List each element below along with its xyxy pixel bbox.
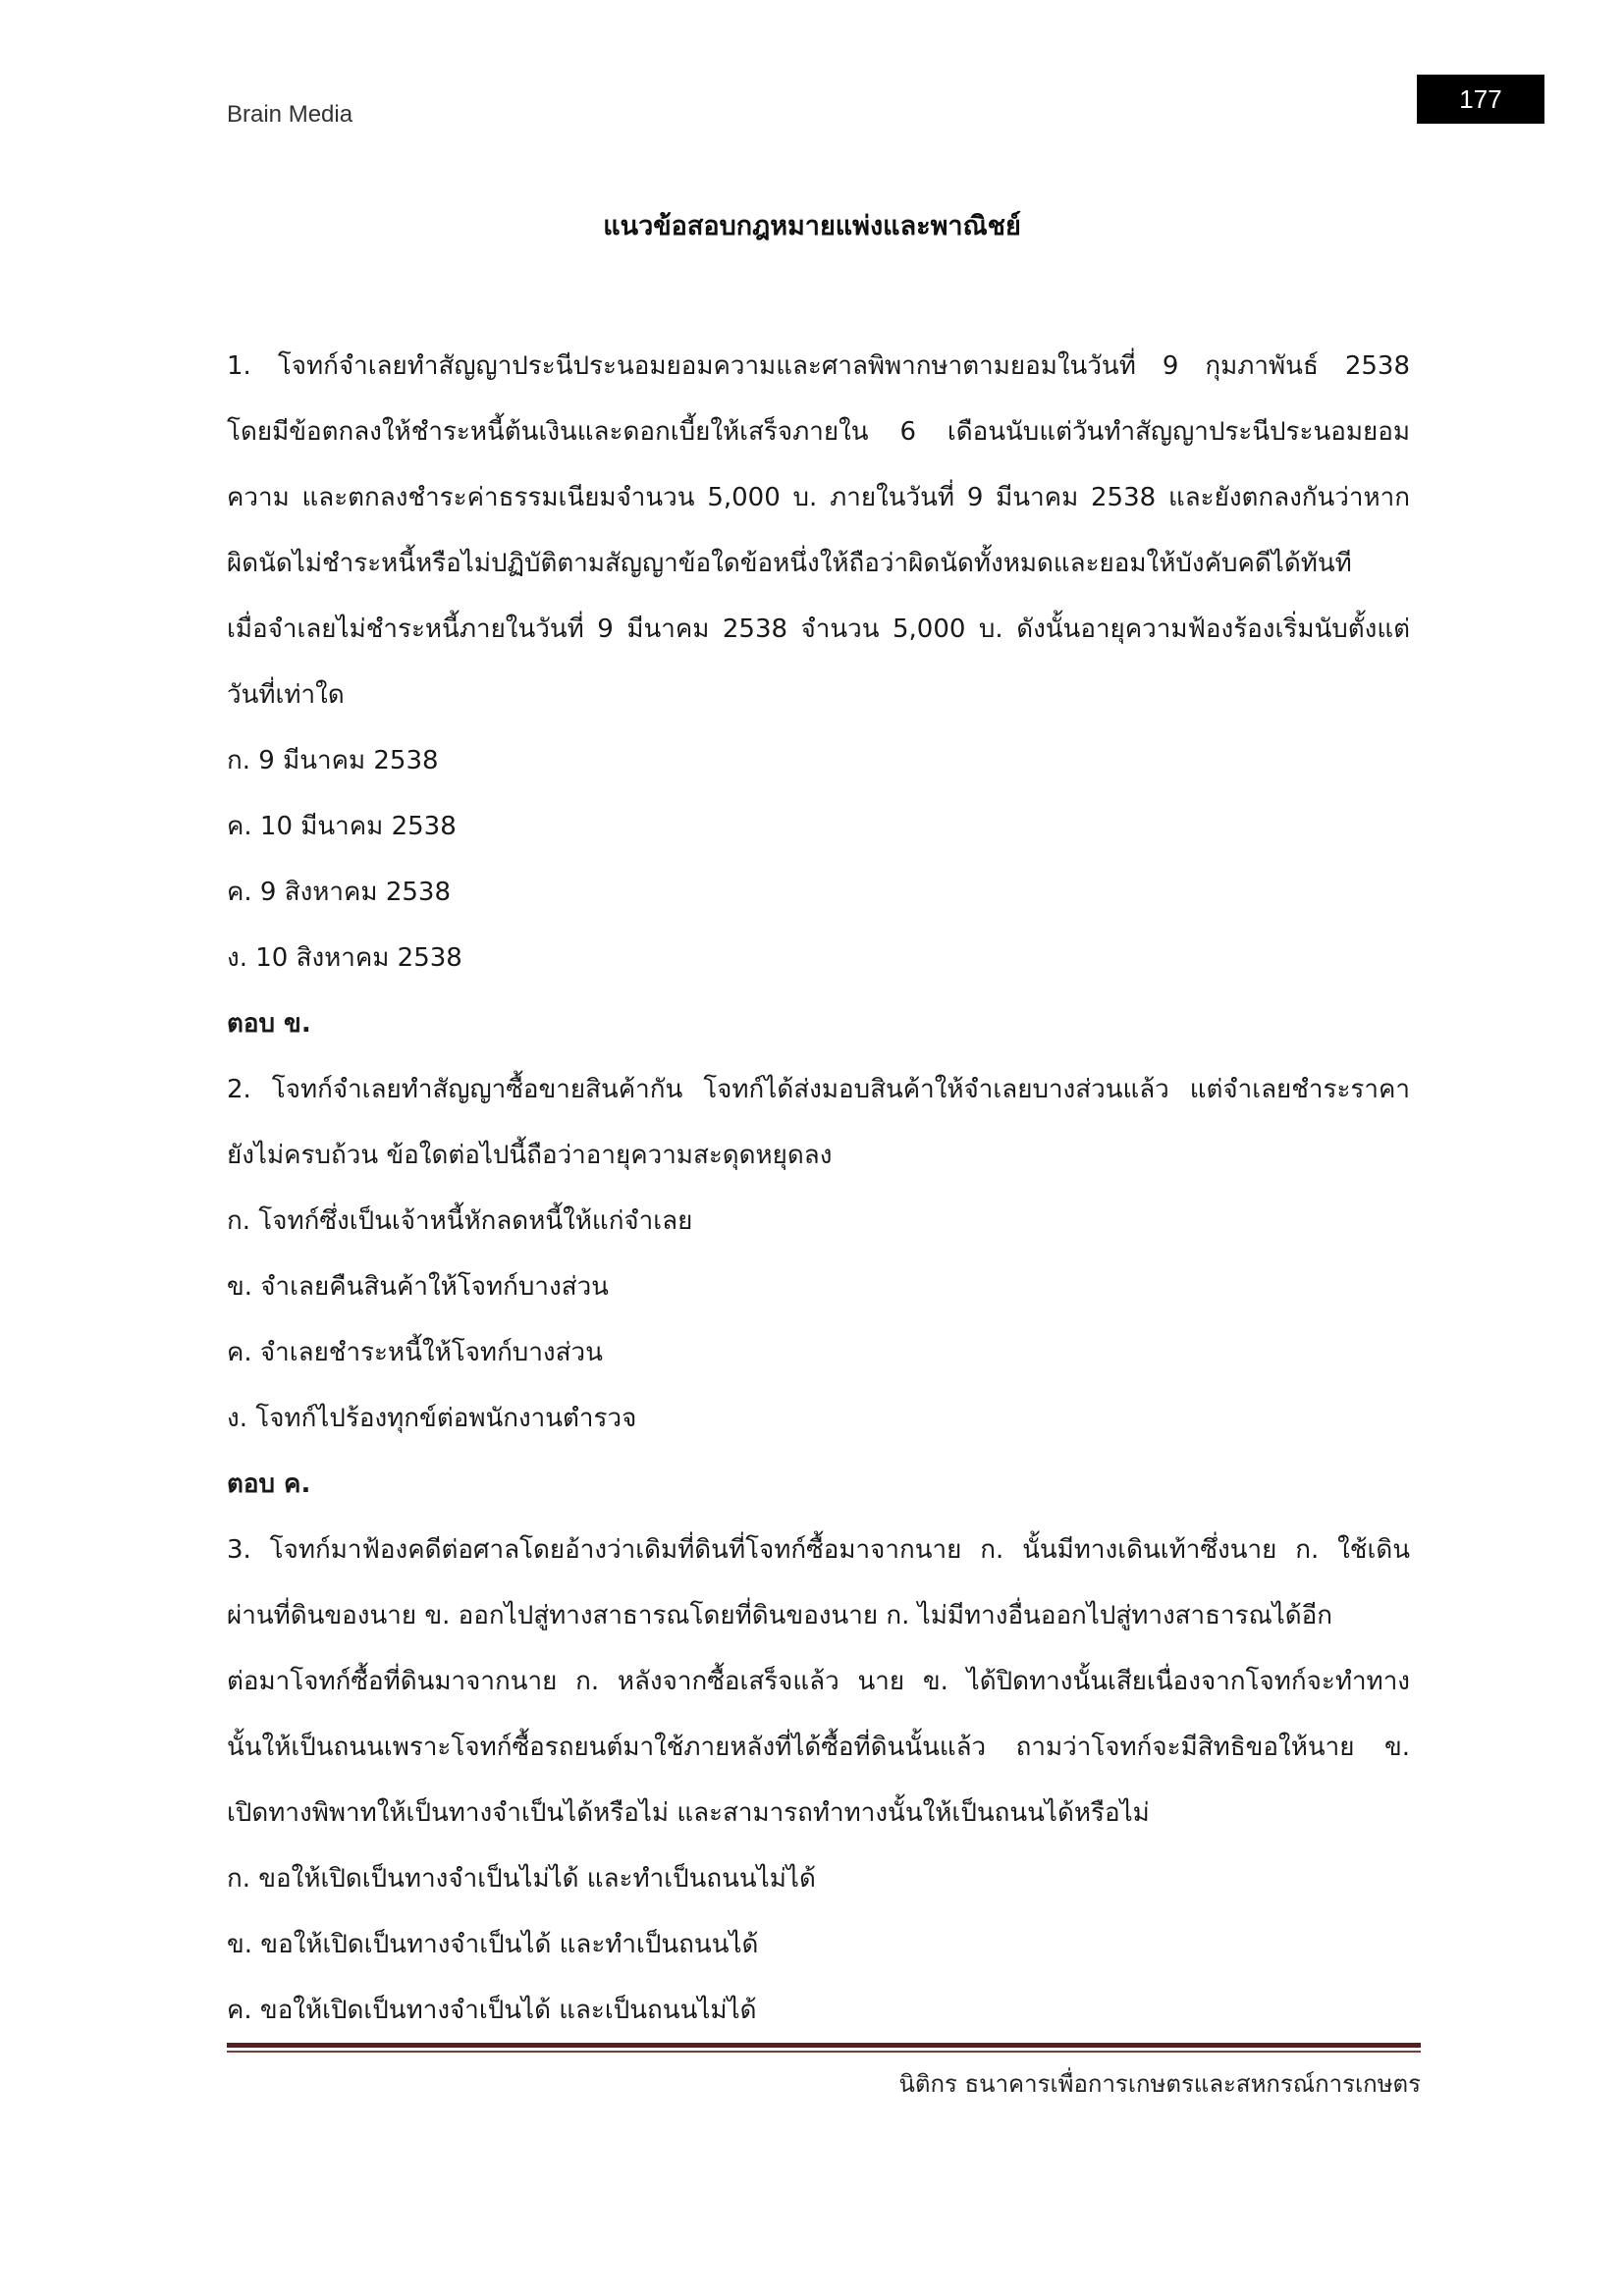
question-3 bbox=[227, 1518, 1410, 2044]
question-line: 1. โจทก์จำเลยทำสัญญาประนีประนอมยอมความและศาลพิพากษาตามยอมในวันที่ 9 กุมภาพันธ์ 2538 bbox=[227, 351, 1410, 381]
footer-rule-thick bbox=[227, 2043, 1421, 2048]
page-number-badge: 177 bbox=[1417, 75, 1544, 124]
question-line: 3. โจทก์มาฟ้องคดีต่อศาลโดยอ้างว่าเดิมที่ดินที่โจทก์ซื้อมาจากนาย ก. นั้นมีทางเดินเท้าซึ่งนาย ก. ใช้เดิน bbox=[227, 1535, 1410, 1565]
answer-key: ตอบ ข. bbox=[227, 1009, 311, 1039]
question-line: นั้นให้เป็นถนนเพราะโจทก์ซื้อรถยนต์มาใช้ภายหลังที่ได้ซื้อที่ดินนั้นแล้ว ถามว่าโจทก์จะมีสิทธิขอให้นาย ข. bbox=[227, 1733, 1410, 1762]
question-line: เปิดทางพิพาทให้เป็นทางจำเป็นได้หรือไม่ และสามารถทำทางนั้นให้เป็นถนนได้หรือไม่ bbox=[227, 1798, 1150, 1828]
document-body bbox=[227, 334, 1410, 2044]
brand-label: Brain Media bbox=[227, 101, 353, 128]
answer-option: ข. จำเลยคืนสินค้าให้โจทก์บางส่วน bbox=[227, 1272, 609, 1302]
answer-option: ข. ขอให้เปิดเป็นทางจำเป็นได้ และทำเป็นถนนได้ bbox=[227, 1930, 759, 1959]
answer-option: ค. ขอให้เปิดเป็นทางจำเป็นได้ และเป็นถนนไม่ได้ bbox=[227, 1996, 757, 2025]
answer-option: ก. 9 มีนาคม 2538 bbox=[227, 746, 439, 775]
question-line: ผ่านที่ดินของนาย ข. ออกไปสู่ทางสาธารณโดยที่ดินของนาย ก. ไม่มีทางอื่นออกไปสู่ทางสาธารณได้อีก bbox=[227, 1601, 1333, 1630]
answer-option: ก. โจทก์ซึ่งเป็นเจ้าหนี้หักลดหนี้ให้แก่จำเลย bbox=[227, 1206, 693, 1236]
answer-key: ตอบ ค. bbox=[227, 1469, 311, 1499]
answer-option: ก. ขอให้เปิดเป็นทางจำเป็นไม่ได้ และทำเป็นถนนไม่ได้ bbox=[227, 1864, 816, 1894]
page-title: แนวข้อสอบกฎหมายแพ่งและพาณิชย์ bbox=[603, 211, 1021, 241]
question-line: วันที่เท่าใด bbox=[227, 680, 345, 710]
footer-text: นิติกร ธนาคารเพื่อการเกษตรและสหกรณ์การเกษตร bbox=[898, 2070, 1421, 2098]
question-line: 2. โจทก์จำเลยทำสัญญาซื้อขายสินค้ากัน โจทก์ได้ส่งมอบสินค้าให้จำเลยบางส่วนแล้ว แต่จำเลยชำระราคา bbox=[227, 1075, 1410, 1104]
answer-option: ค. 10 มีนาคม 2538 bbox=[227, 812, 457, 841]
question-line: ผิดนัดไม่ชำระหนี้หรือไม่ปฏิบัติตามสัญญาข้อใดข้อหนึ่งให้ถือว่าผิดนัดทั้งหมดและยอมให้บังคับคดีได้ทันที bbox=[227, 549, 1352, 578]
footer-rule-thin bbox=[227, 2051, 1421, 2053]
question-line: เมื่อจำเลยไม่ชำระหนี้ภายในวันที่ 9 มีนาคม 2538 จำนวน 5,000 บ. ดังนั้นอายุความฟ้องร้องเริ่มนับตั้งแต่ bbox=[227, 614, 1410, 644]
question-line: ยังไม่ครบถ้วน ข้อใดต่อไปนี้ถือว่าอายุความสะดุดหยุดลง bbox=[227, 1141, 833, 1170]
answer-option: ค. 9 สิงหาคม 2538 bbox=[227, 878, 451, 907]
question-2 bbox=[227, 1057, 1410, 1518]
question-line: ความ และตกลงชำระค่าธรรมเนียมจำนวน 5,000 บ. ภายในวันที่ 9 มีนาคม 2538 และยังตกลงกันว่าหาก bbox=[227, 483, 1410, 512]
answer-option: ค. จำเลยชำระหนี้ให้โจทก์บางส่วน bbox=[227, 1338, 603, 1367]
question-line: โดยมีข้อตกลงให้ชำระหนี้ต้นเงินและดอกเบี้ยให้เสร็จภายใน 6 เดือนนับแต่วันทำสัญญาประนีประนอมยอม bbox=[227, 417, 1410, 447]
question-1 bbox=[227, 334, 1410, 1057]
answer-option: ง. 10 สิงหาคม 2538 bbox=[227, 943, 462, 973]
question-line: ต่อมาโจทก์ซื้อที่ดินมาจากนาย ก. หลังจากซื้อเสร็จแล้ว นาย ข. ได้ปิดทางนั้นเสียเนื่องจากโจทก์จะทำทาง bbox=[227, 1667, 1410, 1696]
answer-option: ง. โจทก์ไปร้องทุกข์ต่อพนักงานตำรวจ bbox=[227, 1404, 637, 1433]
